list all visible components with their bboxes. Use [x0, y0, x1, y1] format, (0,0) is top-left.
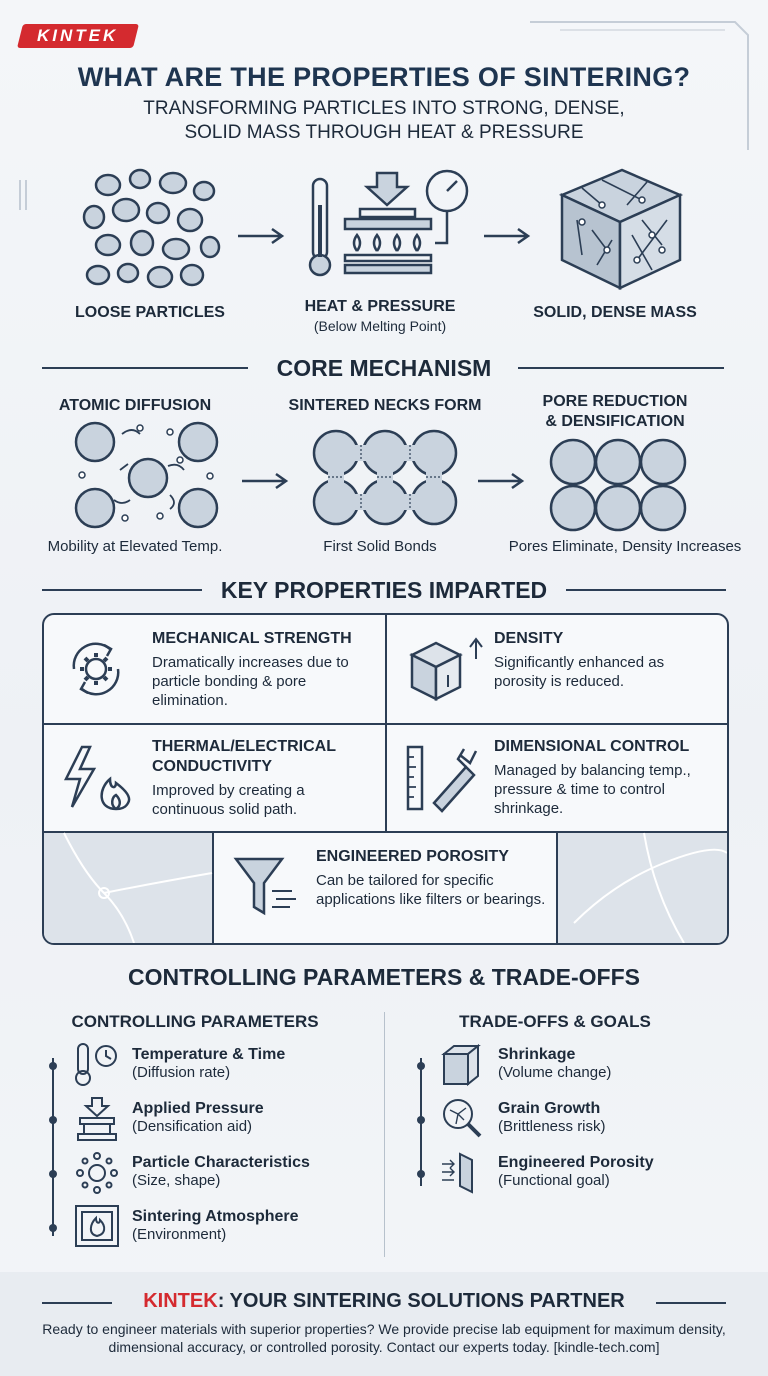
- thermometer-clock-icon: [74, 1042, 120, 1088]
- press-icon: [74, 1096, 120, 1142]
- density-desc: Significantly enhanced as porosity is reduced.: [494, 654, 665, 690]
- heat-press-icon: [305, 165, 480, 295]
- lightning-flame-icon: [62, 743, 142, 813]
- porosity-title: ENGINEERED POROSITY: [316, 848, 509, 865]
- tradeoff-item: [498, 1046, 611, 1081]
- dimensional-cell: [494, 737, 719, 818]
- param-item-title: Applied Pressure: [132, 1100, 264, 1117]
- param-item-sub: (Size, shape): [132, 1172, 221, 1189]
- subtitle-line-2: SOLID MASS THROUGH HEAT & PRESSURE: [184, 122, 584, 143]
- density-title: DENSITY: [494, 630, 564, 647]
- footer-brand: KINTEK: [143, 1290, 218, 1312]
- left-timeline: [40, 1050, 70, 1250]
- pore-reduction-title: [520, 392, 710, 432]
- density-cell: [494, 629, 719, 691]
- particle-dots-icon: [74, 1150, 120, 1196]
- key-properties-grid: [42, 613, 729, 945]
- porous-filter-icon: [440, 1150, 486, 1196]
- tradeoff-item-sub: (Functional goal): [498, 1172, 610, 1189]
- right-timeline: [408, 1050, 438, 1200]
- pore-reduction-title-line-1: PORE REDUCTION: [542, 393, 688, 410]
- tradeoff-item-title: Shrinkage: [498, 1046, 576, 1063]
- arrow-right-icon: [476, 471, 526, 491]
- conductivity-title: THERMAL/ELECTRICAL CONDUCTIVITY: [152, 738, 336, 775]
- right-column-heading: TRADE-OFFS & GOALS: [459, 1012, 651, 1031]
- atomic-diffusion-caption: Mobility at Elevated Temp.: [47, 538, 223, 555]
- strength-title: MECHANICAL STRENGTH: [152, 630, 352, 647]
- tradeoff-item-sub: (Volume change): [498, 1064, 612, 1081]
- porosity-desc: Can be tailored for specific applications like filters or bearings.: [316, 872, 546, 908]
- param-item-sub: (Diffusion rate): [132, 1064, 231, 1081]
- subtitle-line-1: TRANSFORMING PARTICLES INTO STRONG, DENSE,: [143, 98, 625, 119]
- strength-cell: [152, 629, 377, 710]
- pore-reduction-title-line-2: & DENSIFICATION: [545, 413, 685, 430]
- tradeoff-item: [498, 1100, 606, 1135]
- densification-icon: [550, 438, 690, 534]
- tradeoff-item: [498, 1154, 654, 1189]
- magnifier-grain-icon: [440, 1096, 486, 1142]
- ruler-caliper-icon: [404, 743, 484, 813]
- pore-reduction-caption: Pores Eliminate, Density Increases: [508, 538, 742, 555]
- param-item: [132, 1100, 264, 1135]
- strength-desc: Dramatically increases due to particle bonding & pore elimination.: [152, 654, 349, 709]
- sintered-necks-caption: First Solid Bonds: [323, 538, 437, 555]
- page-title: WHAT ARE THE PROPERTIES OF SINTERING?: [77, 62, 691, 92]
- atomic-diffusion-title: ATOMIC DIFFUSION: [58, 397, 212, 414]
- logo-text: KINTEK: [37, 26, 119, 45]
- gear-cycle-icon: [64, 637, 128, 701]
- param-item-title: Temperature & Time: [132, 1046, 286, 1063]
- dense-mass-cube-icon: [552, 160, 687, 295]
- tradeoff-item-title: Grain Growth: [498, 1100, 601, 1117]
- footer-title: [0, 1290, 768, 1313]
- furnace-icon: [74, 1204, 120, 1250]
- atomic-diffusion-icon: [70, 420, 230, 530]
- column-divider: [384, 1012, 385, 1257]
- kintek-logo: [17, 24, 139, 48]
- arrow-right-icon: [236, 226, 286, 246]
- tradeoff-item-sub: (Brittleness risk): [498, 1118, 606, 1135]
- dimensional-title: DIMENSIONAL CONTROL: [494, 738, 690, 755]
- arrow-right-icon: [240, 471, 290, 491]
- tradeoff-item-title: Engineered Porosity: [498, 1154, 654, 1171]
- footer-body: Ready to engineer materials with superior properties? We provide precise lab equipment for maximum density, dimensional accuracy, or controlled porosity. Contact our experts today. [kindle-tech.com]: [42, 1321, 726, 1355]
- step-dense-mass-label: SOLID, DENSE MASS: [533, 304, 697, 321]
- grid-divider: [44, 723, 727, 725]
- param-item: [132, 1208, 299, 1243]
- param-item-title: Sintering Atmosphere: [132, 1208, 299, 1225]
- param-item-sub: (Densification aid): [132, 1118, 253, 1135]
- shrinkage-cube-icon: [440, 1042, 486, 1088]
- sintered-necks-title: SINTERED NECKS FORM: [288, 397, 482, 414]
- parameters-heading: CONTROLLING PARAMETERS & TRADE-OFFS: [128, 964, 640, 990]
- density-cube-icon: [406, 635, 486, 705]
- page-subtitle: [0, 97, 768, 145]
- left-column-heading: CONTROLLING PARAMETERS: [71, 1012, 319, 1031]
- conductivity-desc: Improved by creating a continuous solid path.: [152, 782, 305, 818]
- loose-particles-icon: [78, 165, 228, 295]
- dimensional-desc: Managed by balancing temp., pressure & time to control shrinkage.: [494, 762, 691, 817]
- core-mechanism-heading: CORE MECHANISM: [276, 355, 492, 381]
- param-item-sub: (Environment): [132, 1226, 227, 1243]
- conductivity-cell: [152, 737, 377, 819]
- step-heat-pressure-label: HEAT & PRESSURE: [304, 298, 456, 315]
- step-heat-pressure-note: (Below Melting Point): [313, 318, 447, 334]
- param-item: [132, 1154, 310, 1189]
- key-properties-heading: KEY PROPERTIES IMPARTED: [220, 577, 548, 603]
- filter-funnel-icon: [232, 853, 302, 923]
- sintered-necks-icon: [310, 428, 460, 528]
- param-item-title: Particle Characteristics: [132, 1154, 310, 1171]
- param-item: [132, 1046, 285, 1081]
- porosity-cell: [316, 847, 551, 909]
- footer-title-rest: : YOUR SINTERING SOLUTIONS PARTNER: [217, 1290, 625, 1312]
- arrow-right-icon: [482, 226, 532, 246]
- step-loose-particles-label: LOOSE PARTICLES: [75, 304, 225, 321]
